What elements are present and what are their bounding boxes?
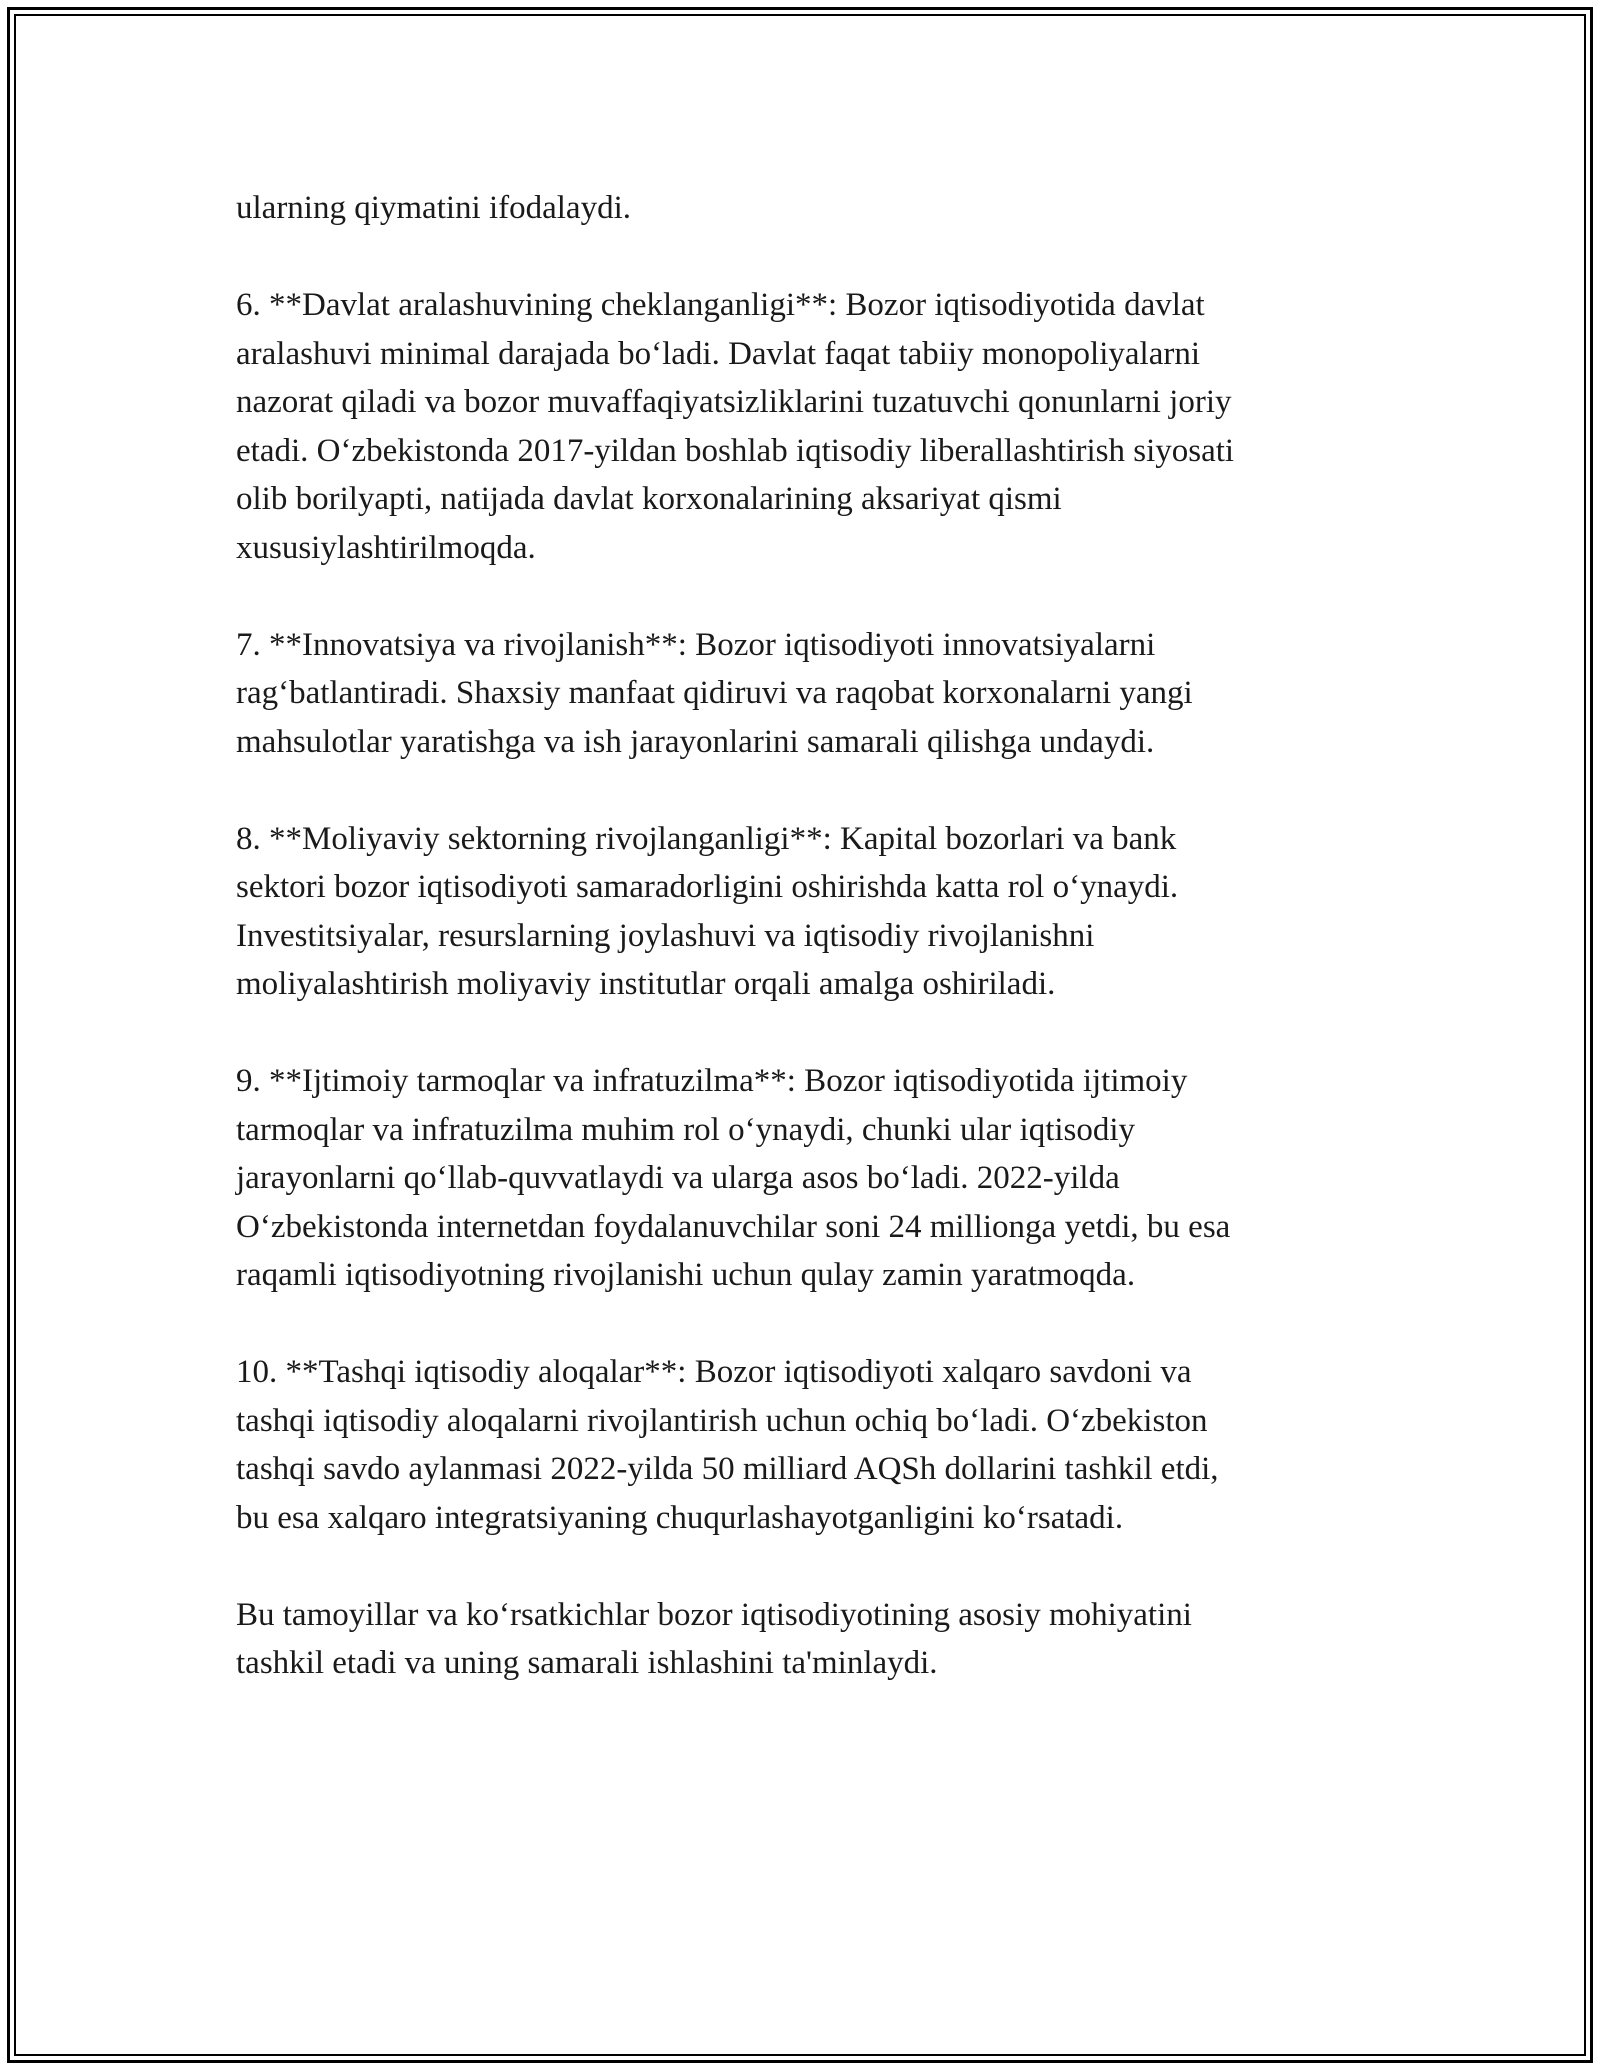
text-line: 8. **Moliyaviy sektorning rivojlanganligi**: Kapital bozorlari va bank xyxy=(236,820,1177,857)
text-line: Investitsiyalar, resurslarning joylashuvi va iqtisodiy rivojlanishni xyxy=(236,917,1095,954)
text-line: olib borilyapti, natijada davlat korxonalarining aksariyat qismi xyxy=(236,481,1062,517)
paragraph-item-7 xyxy=(236,621,1356,767)
text-line: bu esa xalqaro integratsiyaning chuqurlashayotganligini ko‘rsatadi. xyxy=(236,1499,1124,1536)
document-body xyxy=(236,184,1356,1736)
text-line: etadi. O‘zbekistonda 2017-yildan boshlab iqtisodiy liberallashtirish siyosati xyxy=(236,432,1235,469)
text-line: tashqi iqtisodiy aloqalarni rivojlantirish uchun ochiq bo‘ladi. O‘zbekiston xyxy=(236,1402,1208,1439)
text-line: tashqi savdo aylanmasi 2022-yilda 50 milliard AQSh dollarini tashkil etdi, xyxy=(236,1451,1219,1487)
text-line: Bu tamoyillar va ko‘rsatkichlar bozor iqtisodiyotining asosiy mohiyatini xyxy=(236,1596,1192,1633)
text-line: mahsulotlar yaratishga va ish jarayonlarini samarali qilishga undaydi. xyxy=(236,723,1155,760)
paragraph-item-8 xyxy=(236,815,1356,1009)
text-line: 9. **Ijtimoiy tarmoqlar va infratuzilma**: Bozor iqtisodiyotida ijtimoiy xyxy=(236,1063,1188,1099)
text-line: jarayonlarni qo‘llab-quvvatlaydi va ularga asos bo‘ladi. 2022-yilda xyxy=(236,1160,1120,1196)
text-line: raqamli iqtisodiyotning rivojlanishi uchun qulay zamin yaratmoqda. xyxy=(236,1257,1136,1293)
paragraph-continuation xyxy=(236,184,1356,233)
text-line: 6. **Davlat aralashuvining cheklanganligi**: Bozor iqtisodiyotida davlat xyxy=(236,287,1205,323)
paragraph-item-9 xyxy=(236,1057,1356,1300)
text-line: 7. **Innovatsiya va rivojlanish**: Bozor iqtisodiyoti innovatsiyalarni xyxy=(236,626,1156,663)
text-line: 10. **Tashqi iqtisodiy aloqalar**: Bozor iqtisodiyoti xalqaro savdoni va xyxy=(236,1354,1192,1390)
text-line: rag‘batlantiradi. Shaxsiy manfaat qidiruvi va raqobat korxonalarni yangi xyxy=(236,675,1193,711)
text-line: tarmoqlar va infratuzilma muhim rol o‘ynaydi, chunki ular iqtisodiy xyxy=(236,1111,1136,1148)
text-line: aralashuvi minimal darajada bo‘ladi. Davlat faqat tabiiy monopoliyalarni xyxy=(236,335,1201,372)
text-line: O‘zbekistonda internetdan foydalanuvchilar soni 24 millionga yetdi, bu esa xyxy=(236,1208,1231,1245)
paragraph-conclusion xyxy=(236,1591,1356,1688)
paragraph-item-10 xyxy=(236,1348,1356,1542)
text-line: tashkil etadi va uning samarali ishlashini ta'minlaydi. xyxy=(236,1645,938,1681)
text-line: moliyalashtirish moliyaviy institutlar orqali amalga oshiriladi. xyxy=(236,966,1056,1002)
text-line: ularning qiymatini ifodalaydi. xyxy=(236,190,632,226)
text-line: nazorat qiladi va bozor muvaffaqiyatsizliklarini tuzatuvchi qonunlarni joriy xyxy=(236,384,1232,420)
text-line: sektori bozor iqtisodiyoti samaradorligini oshirishda katta rol o‘ynaydi. xyxy=(236,869,1179,905)
paragraph-item-6 xyxy=(236,281,1356,572)
text-line: xususiylashtirilmoqda. xyxy=(236,529,536,566)
